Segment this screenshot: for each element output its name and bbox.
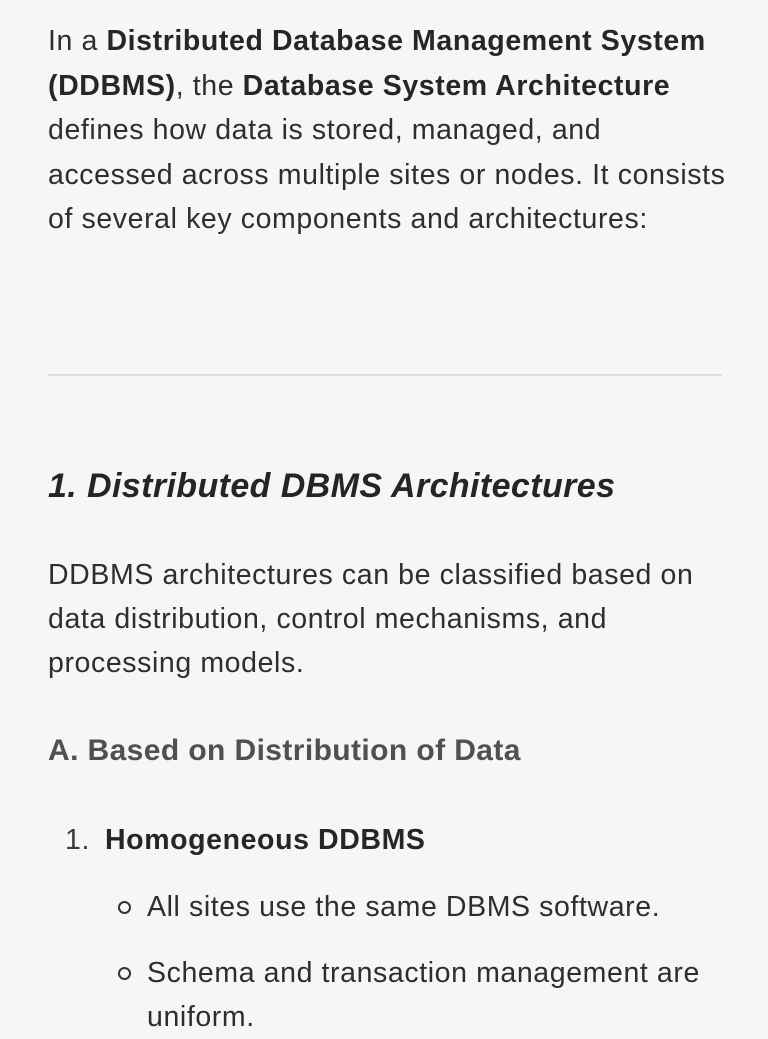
article-content xyxy=(48,0,728,1033)
list-item-number: 1. xyxy=(65,824,90,856)
list-item xyxy=(65,818,426,862)
section-heading: 1. Distributed DBMS Architectures xyxy=(48,467,616,505)
intro-text-1: In a xyxy=(48,25,107,57)
bullet-text: All sites use the same DBMS software. xyxy=(147,891,661,923)
section-paragraph: DDBMS architectures can be classified based on data distribution, control mechanisms, and processing models. xyxy=(48,559,694,679)
intro-bold-architecture: Database System Architecture xyxy=(242,69,671,102)
hollow-bullet-icon xyxy=(118,901,131,914)
hollow-bullet-icon xyxy=(118,967,131,980)
intro-paragraph xyxy=(48,19,728,242)
list-item-label: Homogeneous DDBMS xyxy=(105,824,426,856)
intro-bold-ddbms: Distributed Database Management System (DDBMS) xyxy=(48,25,706,102)
intro-text-3: defines how data is stored, managed, and accessed across multiple sites or nodes. It consists of several key components and architectures: xyxy=(48,114,726,235)
bullet-item xyxy=(118,885,738,929)
subsection-heading: A. Based on Distribution of Data xyxy=(48,734,521,767)
bullet-text: Schema and transaction management are uniform. xyxy=(147,957,700,1033)
section-divider xyxy=(48,374,722,376)
bullet-item xyxy=(118,951,738,1039)
intro-text-2: , the xyxy=(175,69,243,102)
